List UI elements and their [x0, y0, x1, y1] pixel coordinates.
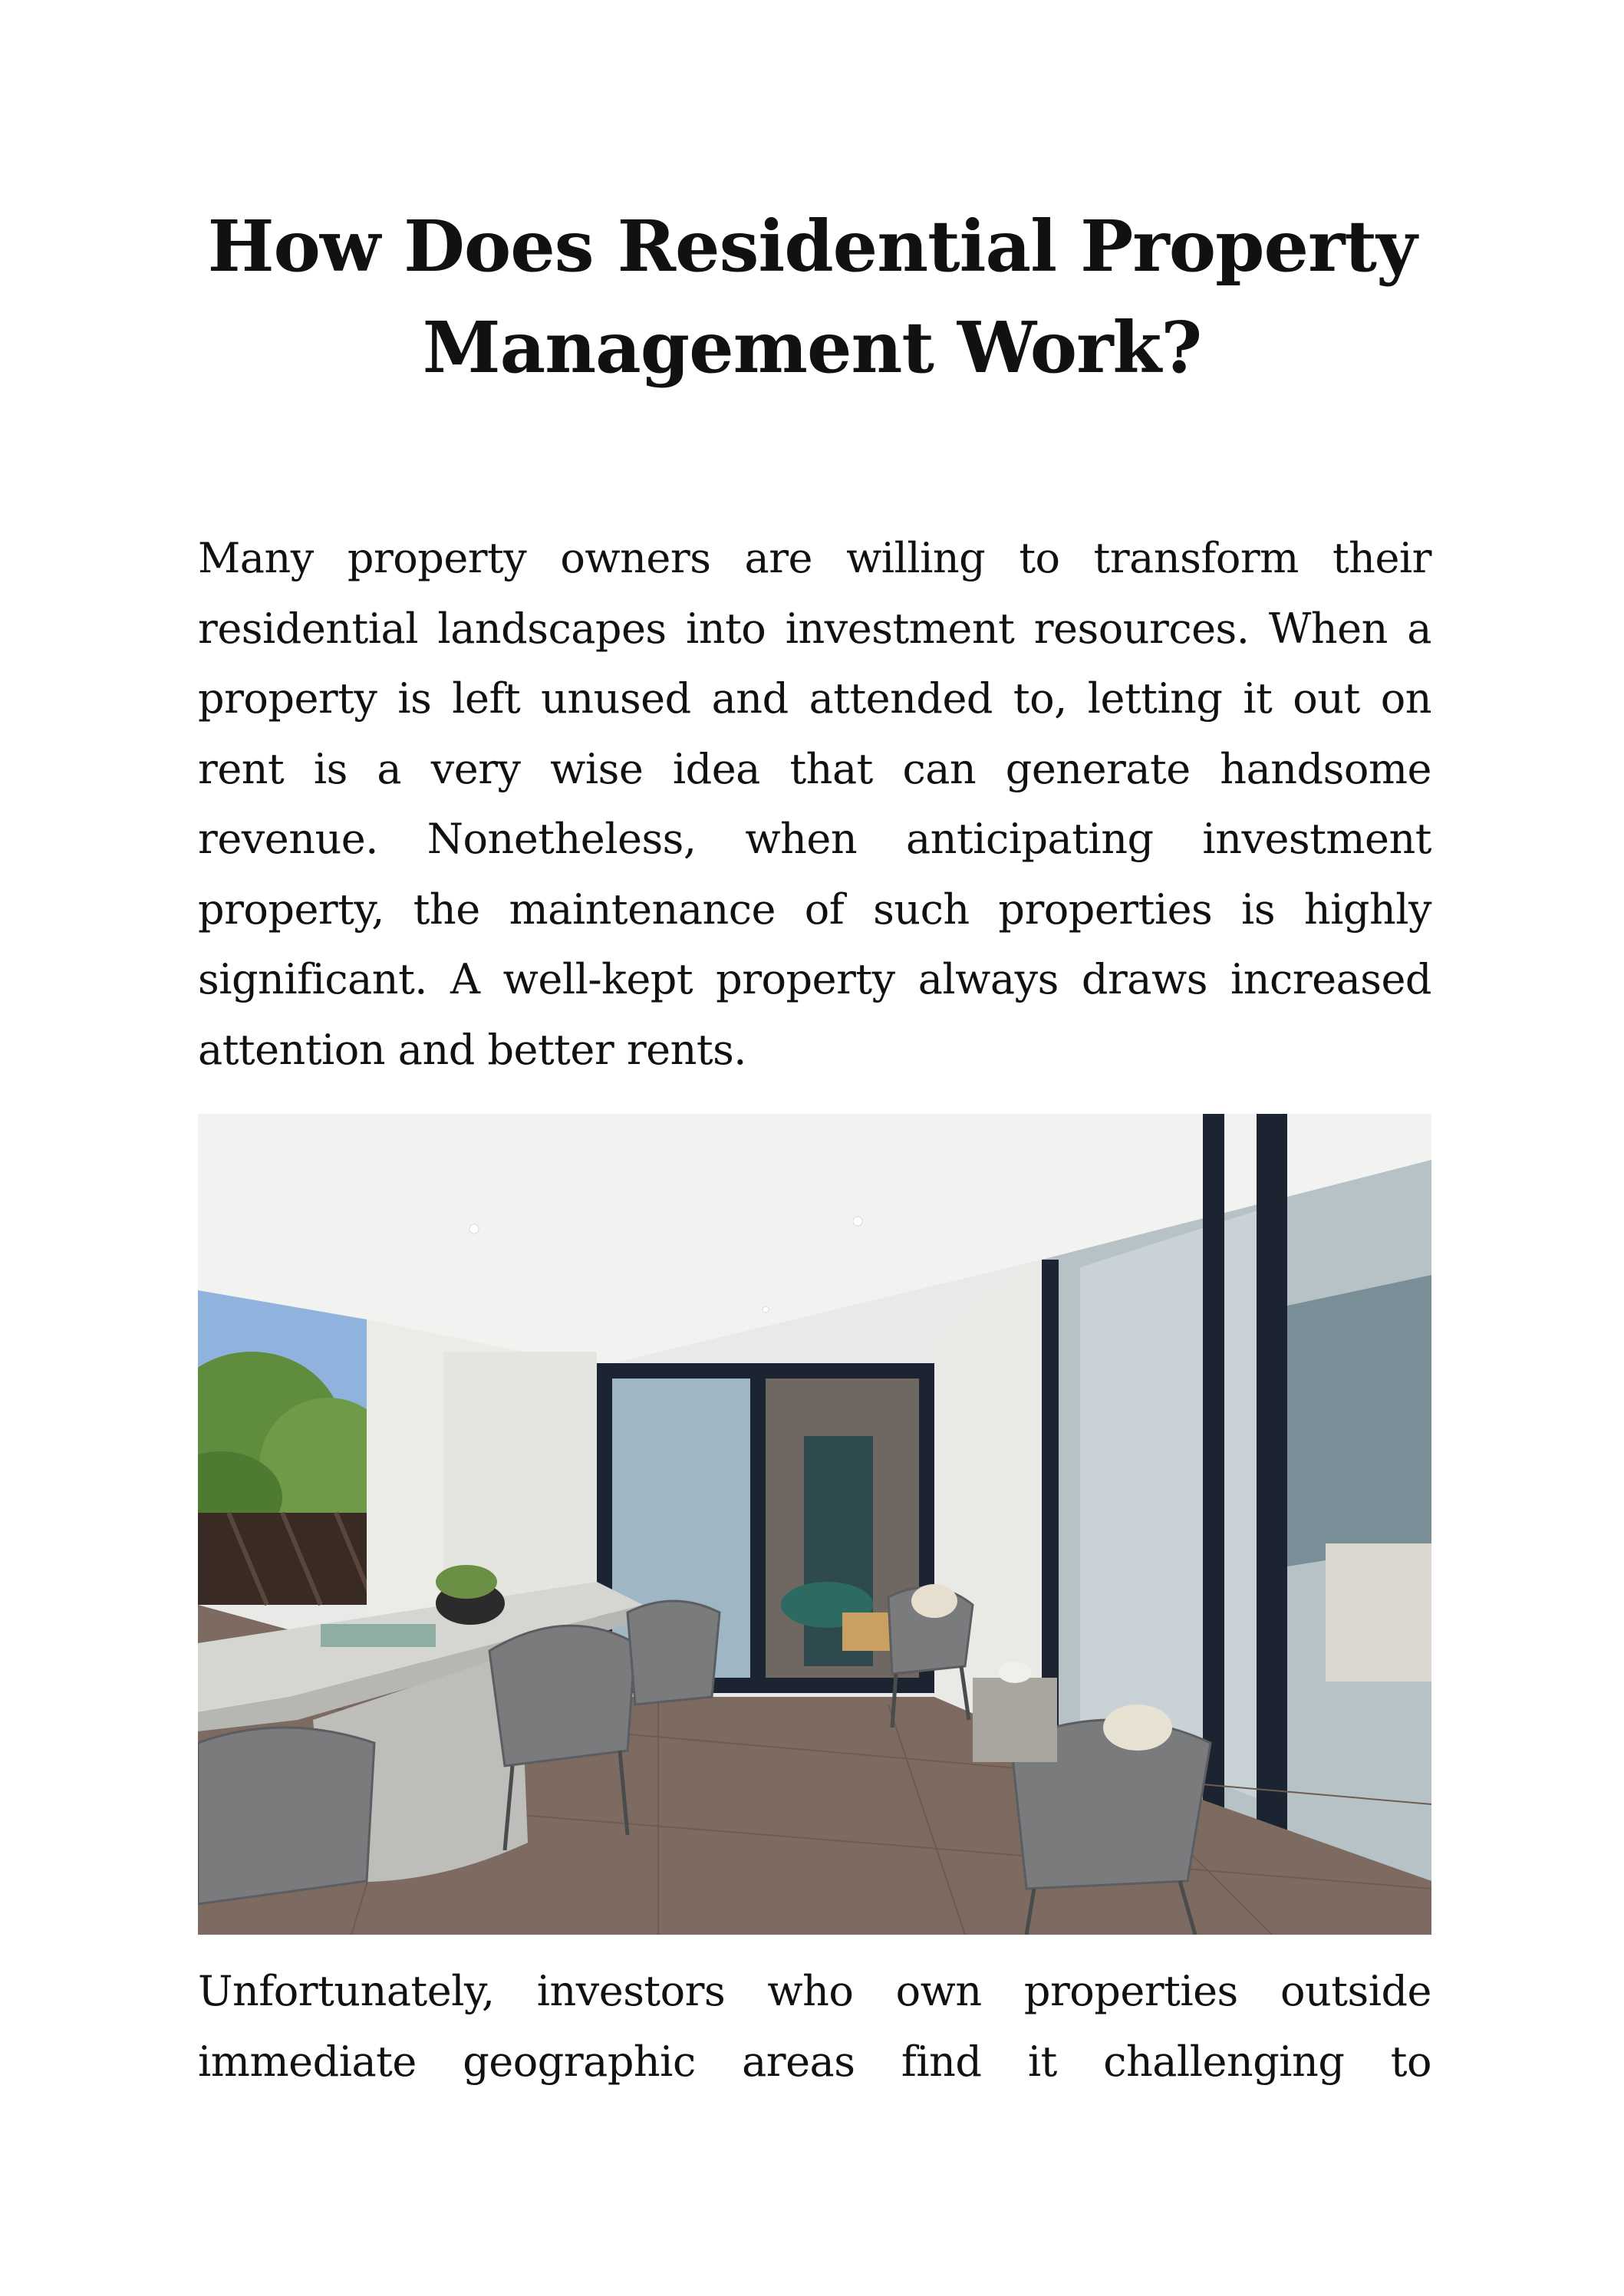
balcony-photo	[198, 1114, 1431, 1935]
title-line-2: Management Work?	[422, 306, 1202, 389]
continuation-paragraph: Unfortunately, investors who own properties outside immediate geographic areas find it challenging to	[198, 1967, 1431, 2086]
document-title	[0, 196, 1624, 398]
title-line-1: How Does Residential Property	[207, 205, 1417, 288]
intro-paragraph: Many property owners are willing to transform their residential landscapes into investment resources. When a property is left unused and attended to, letting it out on rent is a very wise idea that can generate handsome revenue. Nonetheless, when anticipating investment property, the maintenance of such properties is highly significant. A well-kept property always draws increased attention and better rents.	[198, 534, 1431, 1074]
